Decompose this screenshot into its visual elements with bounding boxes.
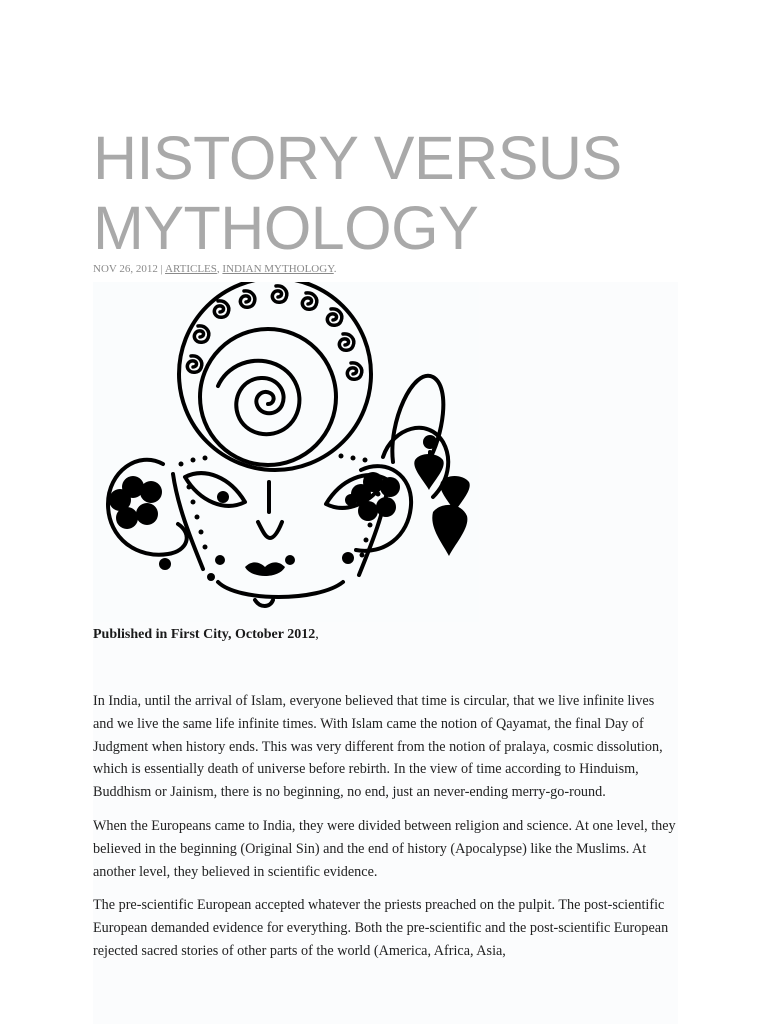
category-separator: ,	[216, 263, 223, 275]
paragraph: When the Europeans came to India, they were divided between religion and science. At one level, they believed in the beginning (Original Sin) and the end of history (Apocalypse) like the Muslims. At another level, they believed in scientific evidence.	[93, 817, 676, 880]
goddess-face-drawing	[93, 282, 479, 622]
publication-note-bold: Published in First City, October 2012	[93, 627, 316, 642]
publication-note	[93, 627, 678, 643]
meta-separator: |	[157, 263, 165, 275]
paragraph: The pre-scientific European accepted whatever the priests preached on the pulpit. The post-scientific European demanded evidence for everything. Both the pre-scientific and the post-scientific European rejected sacred stories of other parts of the world (America, Africa, Asia,	[93, 897, 669, 959]
post-meta	[93, 263, 336, 275]
article-title: HISTORY VERSUS MYTHOLOGY	[93, 124, 622, 262]
post-date: NOV 26, 2012	[93, 263, 158, 275]
article-body	[93, 690, 678, 974]
category-link-articles[interactable]: ARTICLES	[165, 263, 217, 275]
paragraph: In India, until the arrival of Islam, everyone believed that time is circular, that we live infinite lives and we live the same life infinite times. With Islam came the notion of Qayamat, the final Day of Judgment when history ends. This was very different from the notion of pralaya, cosmic dissolution, which is essentially death of universe before rebirth. In the view of time according to Hinduism, Buddhism or Jainism, there is no beginning, no end, just an never-ending merry-go-round.	[93, 693, 663, 801]
category-end: .	[333, 263, 337, 275]
publication-note-tail: ,	[315, 627, 319, 642]
category-link-indian-mythology[interactable]: INDIAN MYTHOLOGY	[222, 263, 334, 275]
